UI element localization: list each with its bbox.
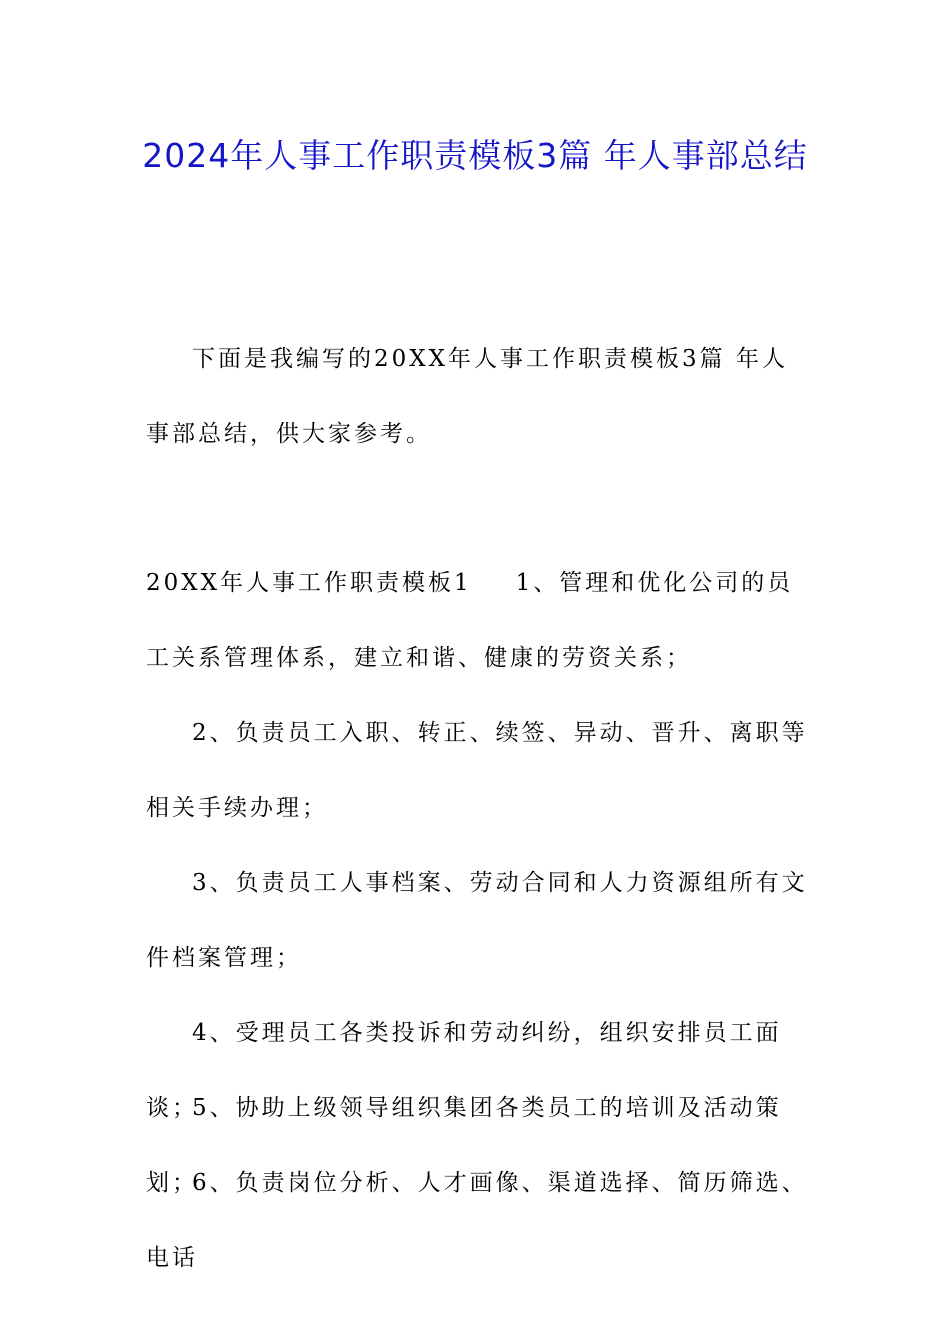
list-item: 1、管理和优化公司的员工关系管理体系，建立和谐、健康的劳资关系； (146, 570, 794, 671)
list-item: 5、协助上级领导组织集团各类员工的培训及活动策划； (146, 1095, 782, 1196)
list-item: 4、受理员工各类投诉和劳动纠纷，组织安排员工面谈； (146, 1020, 782, 1121)
list-item: 6、负责岗位分析、人才画像、渠道选择、简历筛选、电话 (146, 1170, 808, 1271)
list-item: 3、负责员工人事档案、劳动合同和人力资源组所有文件档案管理； (146, 870, 808, 971)
section-heading: 20XX年人事工作职责模板1 (146, 570, 472, 596)
document-title: 2024年人事工作职责模板3篇 年人事部总结 (142, 136, 808, 175)
list-item: 2、负责员工入职、转正、续签、异动、晋升、离职等相关手续办理； (146, 720, 808, 821)
intro-paragraph: 下面是我编写的20XX年人事工作职责模板3篇 年人事部总结，供大家参考。 (146, 346, 788, 447)
section-paragraph-1 (146, 546, 808, 696)
